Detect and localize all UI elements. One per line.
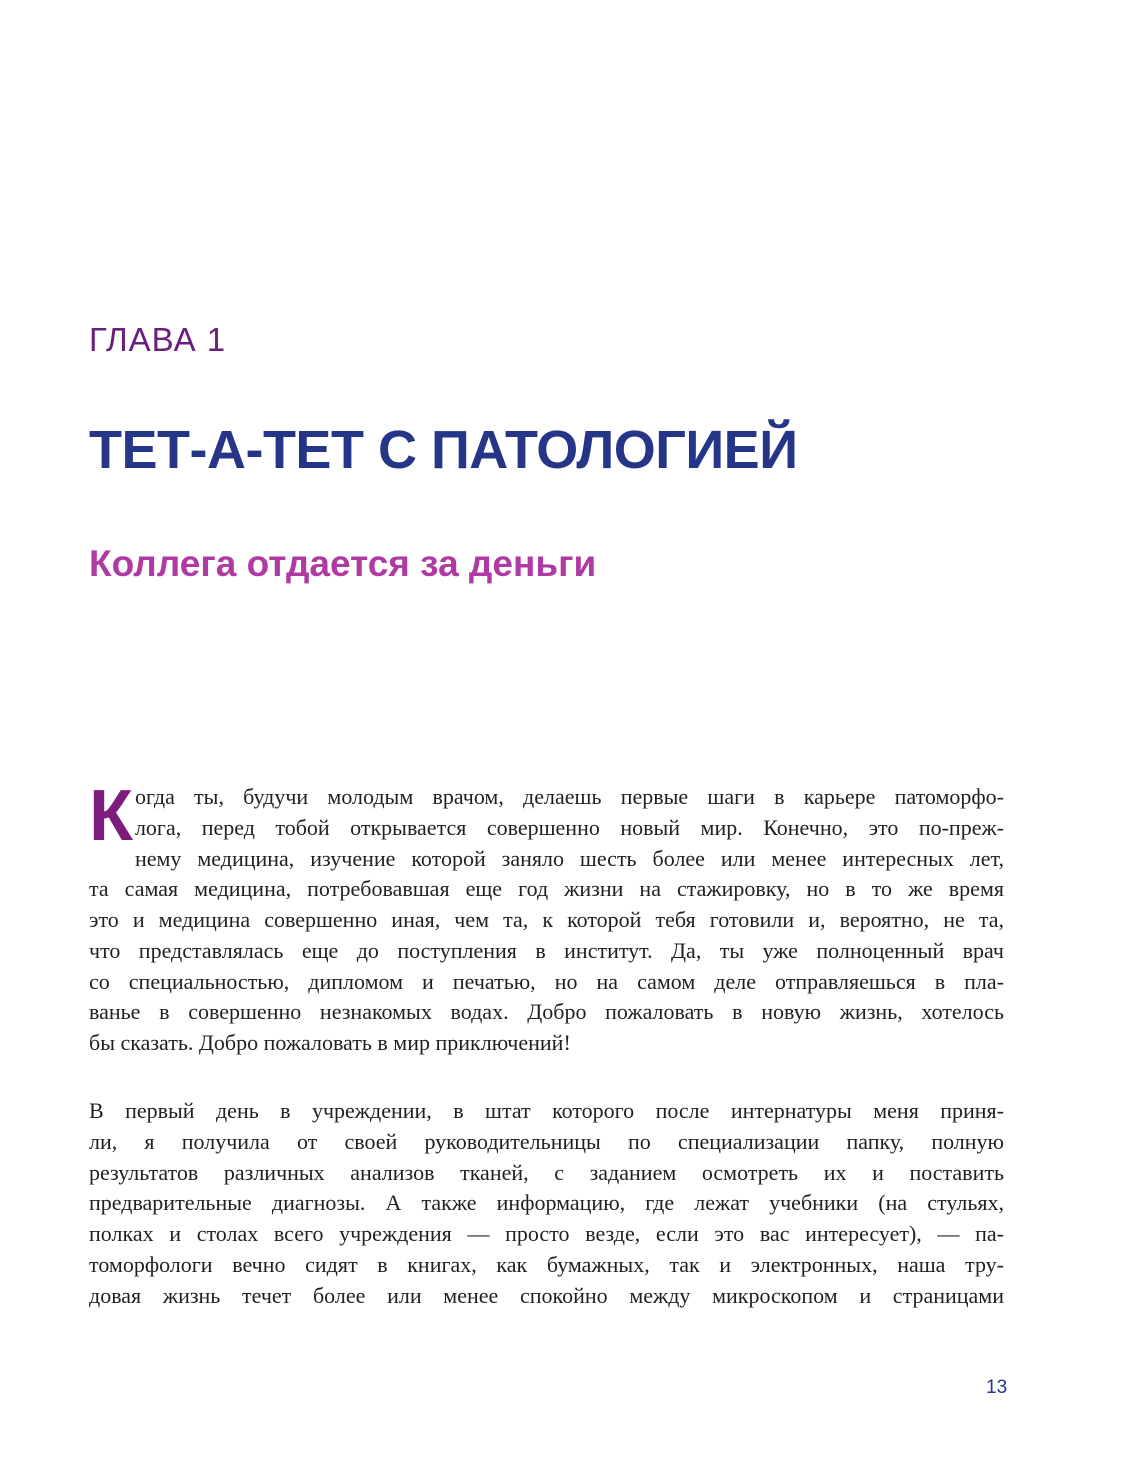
paragraph-2 (89, 1096, 1004, 1311)
text-line: довая жизнь течет более или менее спокойно между микроскопом и страницами (89, 1282, 1004, 1308)
text-line: ли, я получила от своей руководительницы по специализации папку, полную (89, 1128, 1004, 1154)
text-line: что представлялась еще до поступления в институт. Да, ты уже полноценный врач (89, 937, 1004, 963)
section-title: Коллега отдается за деньги (89, 543, 597, 584)
text-line: результатов различных анализов тканей, с заданием осмотреть их и поставить (89, 1159, 1004, 1185)
chapter-title: ТЕТ-А-ТЕТ С ПАТОЛОГИЕЙ (89, 420, 798, 480)
text-line: та самая медицина, потребовавшая еще год жизни на стажировку, но в то же время (89, 876, 1004, 902)
paragraph-1 (89, 776, 1004, 1059)
text-line: В первый день в учреждении, в штат которого после интернатуры меня приня- (89, 1098, 1004, 1123)
text-line: огда ты, будучи молодым врачом, делаешь первые шаги в карьере патоморфо- (134, 784, 1004, 809)
text-line: со специальностью, дипломом и печатью, но на самом деле отправляешься в пла- (89, 968, 1004, 994)
text-line: предварительные диагнозы. А также информацию, где лежат учебники (на стульях, (89, 1190, 1004, 1216)
chapter-label: ГЛАВА 1 (89, 321, 227, 358)
text-line: нему медицина, изучение которой заняло шесть более или менее интересных лет, (134, 845, 1004, 871)
drop-cap: К (89, 776, 133, 856)
text-line: томорфологи вечно сидят в книгах, как бумажных, так и электронных, наша тру- (89, 1251, 1004, 1277)
page-number: 13 (986, 1377, 1008, 1398)
text-line: бы сказать. Добро пожаловать в мир приключений! (89, 1030, 571, 1055)
text-line: полках и столах всего учреждения — просто везде, если это вас интересует), — па- (89, 1221, 1004, 1246)
text-line: лога, перед тобой открывается совершенно новый мир. Конечно, это по-преж- (134, 814, 1004, 840)
text-line: ванье в совершенно незнакомых водах. Добро пожаловать в новую жизнь, хотелось (89, 999, 1004, 1025)
text-line: это и медицина совершенно иная, чем та, к которой тебя готовили и, вероятно, не та, (89, 907, 1004, 932)
